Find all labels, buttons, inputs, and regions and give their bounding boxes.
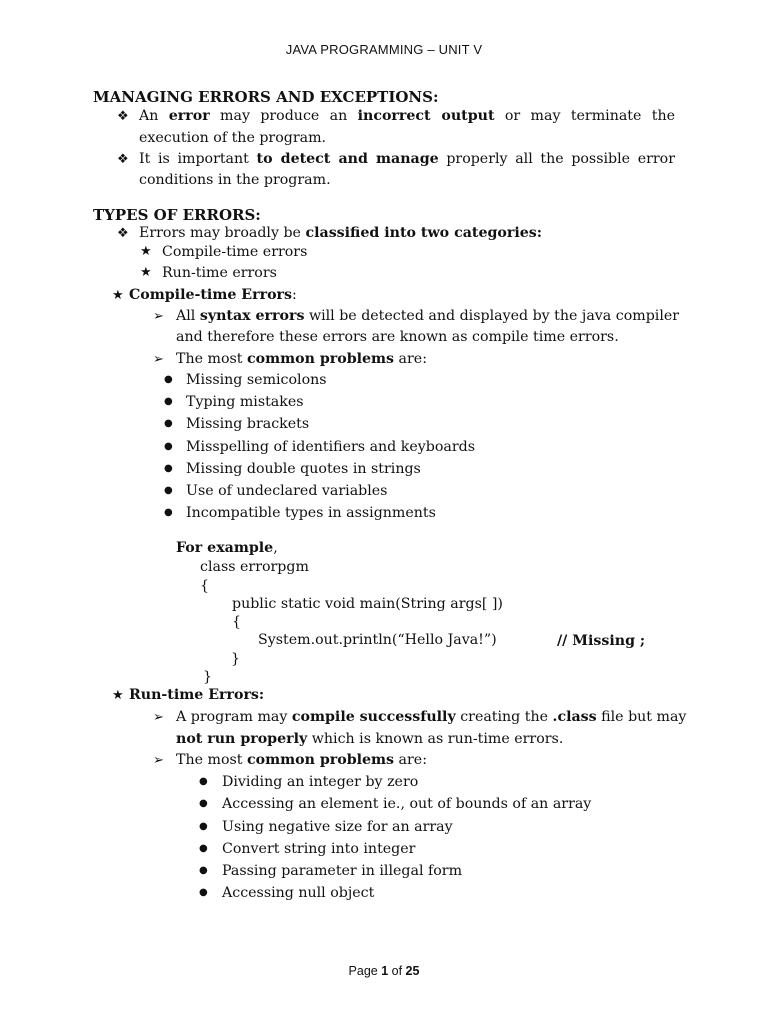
code-comment: // Missing ; xyxy=(557,633,646,649)
dot-bullet-icon: ● xyxy=(164,374,173,385)
paragraph-line: All syntax errors will be detected and displayed by the java compiler xyxy=(176,308,680,324)
code-line: } xyxy=(231,651,241,667)
code-line: System.out.println(“Hello Java!”) xyxy=(258,632,497,648)
list-item: Typing mistakes xyxy=(186,394,304,410)
arrow-bullet-icon: ➢ xyxy=(153,309,164,324)
example-label: For example, xyxy=(176,540,278,556)
dot-bullet-icon: ● xyxy=(164,463,173,474)
list-item: Compile-time errors xyxy=(162,244,308,260)
code-line: { xyxy=(232,614,242,630)
paragraph-line: The most common problems are: xyxy=(176,752,427,768)
section-title-managing-errors: MANAGING ERRORS AND EXCEPTIONS: xyxy=(93,88,439,106)
list-item: Accessing null object xyxy=(222,885,375,901)
list-item: Run-time errors xyxy=(162,265,277,281)
list-item: Incompatible types in assignments xyxy=(186,505,436,521)
paragraph-line: Errors may broadly be classified into two categories: xyxy=(139,225,542,241)
star-bullet-icon: ★ xyxy=(112,688,124,703)
list-item: Accessing an element ie., out of bounds of an array xyxy=(222,796,592,812)
subsection-title-run-time: Run-time Errors: xyxy=(129,687,265,703)
star-bullet-icon: ★ xyxy=(140,244,152,259)
paragraph-line: conditions in the program. xyxy=(139,172,331,188)
dot-bullet-icon: ● xyxy=(199,865,208,876)
diamond-bullet-icon: ❖ xyxy=(117,152,129,167)
code-line: { xyxy=(200,578,210,594)
arrow-bullet-icon: ➢ xyxy=(153,352,164,367)
code-line: } xyxy=(203,669,213,685)
list-item: Convert string into integer xyxy=(222,841,416,857)
paragraph-line: not run properly which is known as run-time errors. xyxy=(176,731,564,747)
dot-bullet-icon: ● xyxy=(164,418,173,429)
paragraph-line: execution of the program. xyxy=(139,130,327,146)
dot-bullet-icon: ● xyxy=(199,776,208,787)
arrow-bullet-icon: ➢ xyxy=(153,710,164,725)
list-item: Passing parameter in illegal form xyxy=(222,863,463,879)
star-bullet-icon: ★ xyxy=(140,265,152,280)
dot-bullet-icon: ● xyxy=(199,821,208,832)
dot-bullet-icon: ● xyxy=(164,396,173,407)
paragraph-line: An error may produce an incorrect output or may terminate the xyxy=(139,108,675,124)
list-item: Use of undeclared variables xyxy=(186,483,388,499)
paragraph-line: and therefore these errors are known as compile time errors. xyxy=(176,329,619,345)
list-item: Using negative size for an array xyxy=(222,819,453,835)
code-line: public static void main(String args[ ]) xyxy=(232,596,503,612)
dot-bullet-icon: ● xyxy=(164,441,173,452)
diamond-bullet-icon: ❖ xyxy=(117,226,129,241)
code-line: class errorpgm xyxy=(200,559,309,575)
dot-bullet-icon: ● xyxy=(164,507,173,518)
list-item: Missing brackets xyxy=(186,416,310,432)
dot-bullet-icon: ● xyxy=(199,843,208,854)
dot-bullet-icon: ● xyxy=(199,798,208,809)
list-item: Missing semicolons xyxy=(186,372,327,388)
star-bullet-icon: ★ xyxy=(112,288,124,303)
list-item: Misspelling of identifiers and keyboards xyxy=(186,439,475,455)
paragraph-line: It is important to detect and manage properly all the possible error xyxy=(139,151,676,167)
subsection-title-compile-time: Compile-time Errors: xyxy=(129,287,297,303)
page-number: Page 1 of 25 xyxy=(348,964,420,978)
dot-bullet-icon: ● xyxy=(164,485,173,496)
paragraph-line: The most common problems are: xyxy=(176,351,427,367)
list-item: Missing double quotes in strings xyxy=(186,461,421,477)
list-item: Dividing an integer by zero xyxy=(222,774,419,790)
diamond-bullet-icon: ❖ xyxy=(117,109,129,124)
page-header: JAVA PROGRAMMING – UNIT V xyxy=(285,42,483,57)
arrow-bullet-icon: ➢ xyxy=(153,753,164,768)
section-title-types-of-errors: TYPES OF ERRORS: xyxy=(93,206,261,224)
dot-bullet-icon: ● xyxy=(199,887,208,898)
paragraph-line: A program may compile successfully creating the .class file but may xyxy=(176,709,687,725)
